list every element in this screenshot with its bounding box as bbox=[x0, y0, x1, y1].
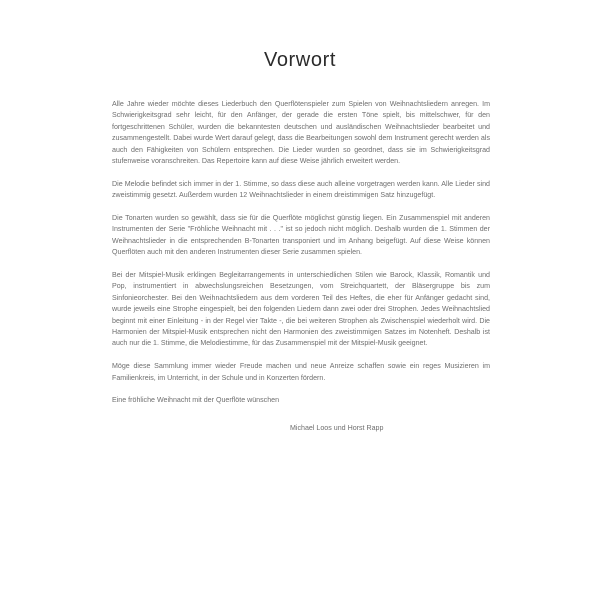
page-title: Vorwort bbox=[263, 49, 336, 72]
paragraph-3: Die Tonarten wurden so gewählt, dass sie für die Querflöte möglichst günstig liegen. Ein Zusammenspiel mit anderen Instrumenten der Serie "Fröhliche Weihnacht mit . . ." ist so jedoch nicht möglich. Deshalb wurden die 1. Stimmen der Weihnachtslieder in die entsprechenden B-Tonarten transponiert und im Anhang beigefügt. Auf diese Weise können Querflöten auch mit den anderen Instrumenten dieser Serie zusammen spielen. bbox=[112, 214, 490, 257]
paragraph-5: Möge diese Sammlung immer wieder Freude machen und neue Anreize schaffen sowie ein reges Musizieren im Familienkreis, im Unterricht, in der Schule und in Konzerten fördern. bbox=[112, 362, 490, 382]
document-body bbox=[112, 99, 490, 434]
paragraph-4: Bei der Mitspiel-Musik erklingen Begleitarrangements in unterschiedlichen Stilen wie Barock, Klassik, Romantik und Pop, instrumentiert in abwechslungsreichen Besetzungen, vom Streichquartett, der Bläsergruppe bis zum Sinfonieorchester. Bei den Weihnachtsliedern aus dem vorderen Teil des Heftes, die eher für Anfänger gedacht sind, wurde jeweils eine Strophe eingespielt, bei den folgenden Liedern dann zwei oder drei Strophen. Jedes Weihnachtslied beginnt mit einer Einleitung - in der Regel vier Takte -, die bei weiteren Strophen als Zwischenspiel wiederholt wird. Die Harmonien der Mitspiel-Musik entsprechen nicht den Harmonien des zweistimmigen Satzes im Notenheft. Deshalb ist auch nur die 1. Stimme, die Melodiestimme, für das Zusammenspiel mit der Mitspiel-Musik geeignet. bbox=[112, 271, 490, 348]
closing-line: Eine fröhliche Weihnacht mit der Querflöte wünschen bbox=[112, 396, 280, 405]
paragraph-1: Alle Jahre wieder möchte dieses Liederbuch den Querflötenspieler zum Spielen von Weihnachtsliedern anregen. Im Schwierigkeitsgrad sehr leicht, für den Anfänger, der gerade die ersten Töne spielt, bis mittelschwer, für den fortgeschrittenen Schüler, wurden die bekanntesten deutschen und ausländischen Weihnachtslieder bearbeitet und zusammengestellt. Dabei wurde Wert darauf gelegt, dass die Bearbeitungen sowohl dem Instrument gerecht werden als auch den Fähigkeiten von Schülern entsprechen. Die Lieder wurden so geordnet, dass sie im Schwierigkeitsgrad stufenweise voranschreiten. Das Repertoire kann auf diese Weise jährlich erweitert werden. bbox=[112, 100, 490, 166]
signature-authors: Michael Loos und Horst Rapp bbox=[290, 423, 384, 432]
paragraph-2: Die Melodie befindet sich immer in der 1. Stimme, so dass diese auch alleine vorgetragen werden kann. Alle Lieder sind zweistimmig gesetzt. Außerdem wurden 12 Weihnachtslieder in einem dreistimmigen Satz hinzugefügt. bbox=[112, 179, 490, 200]
